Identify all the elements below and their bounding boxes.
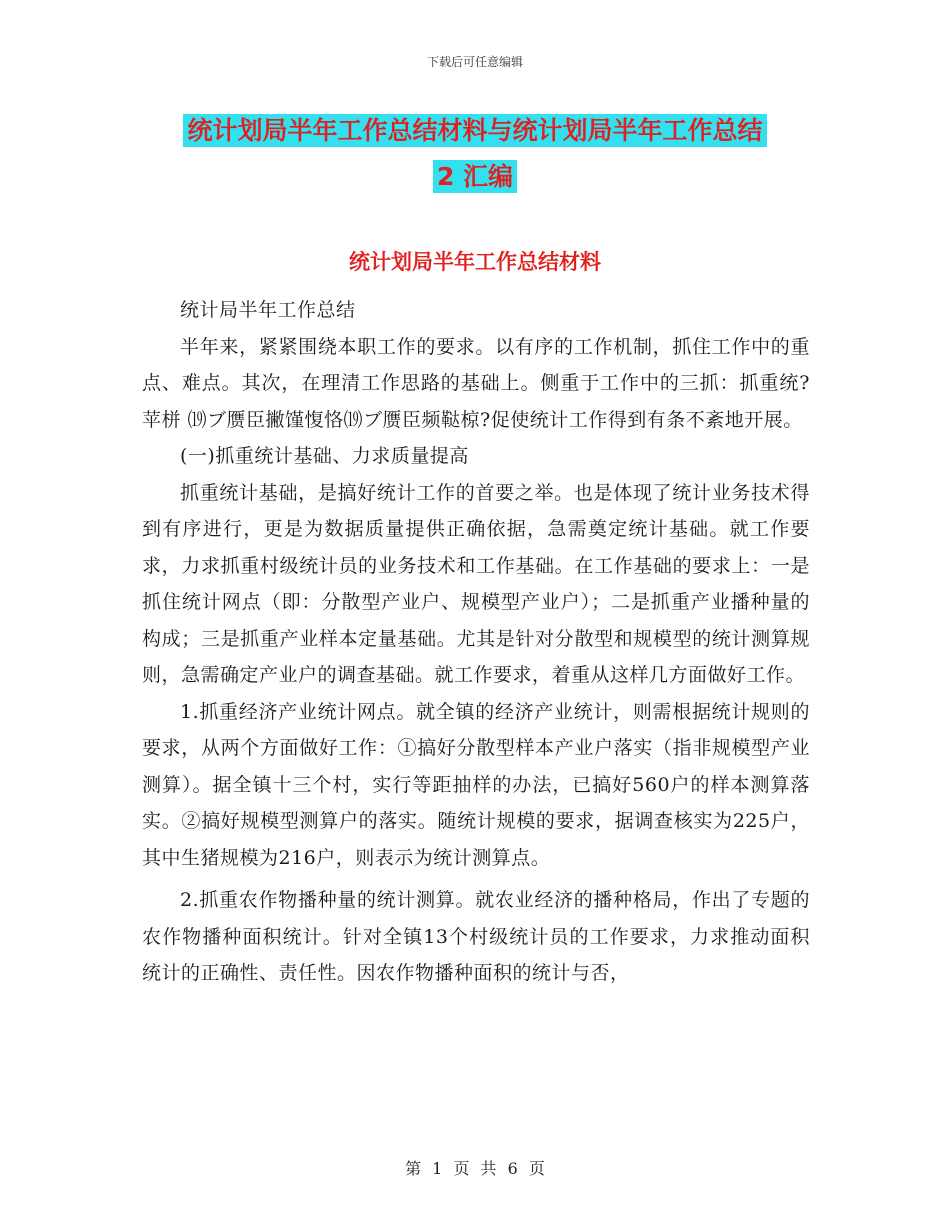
document-title	[140, 108, 810, 200]
title-line-2: 2 汇编	[433, 160, 517, 193]
paragraph-subtitle: 统计局半年工作总结	[180, 299, 356, 321]
section-title: 统计划局半年工作总结材料	[349, 250, 601, 274]
paragraph-intro: 半年来，紧紧围绕本职工作的要求。以有序的工作机制，抓住工作中的重点、难点。其次，在理清工作思路的基础上。侧重于工作中的三抓：抓重统?苹栟 ⒆ブ赝臣撇馑愎恪⒆ブ赝臣频鞑椋?促使统计工作得到有条不紊地开展。	[142, 335, 810, 431]
paragraph-item-2: 2.抓重农作物播种量的统计测算。就农业经济的播种格局，作出了专题的农作物播种面积统计。针对全镇13个村级统计员的工作要求，力求推动面积统计的正确性、责任性。因农作物播种面积的统计与否，	[142, 889, 810, 984]
document-body	[142, 292, 810, 992]
title-line-1: 统计划局半年工作总结材料与统计划局半年工作总结	[183, 114, 766, 147]
page-footer: 第 1 页 共 6 页	[405, 1159, 545, 1178]
paragraph-statistics-foundation: 抓重统计基础，是搞好统计工作的首要之举。也是体现了统计业务技术得到有序进行，更是为数据质量提供正确依据，急需奠定统计基础。就工作要求，力求抓重村级统计员的业务技术和工作基础。在工作基础的要求上：一是抓住统计网点（即：分散型产业户、规模型产业户）；二是抓重产业播种量的构成；三是抓重产业样本定量基础。尤其是针对分散型和规模型的统计测算规则，急需确定产业户的调查基础。就工作要求，着重从这样几方面做好工作。	[142, 481, 810, 686]
page-header: 下载后可任意编辑	[426, 55, 523, 69]
paragraph-heading-1: (一)抓重统计基础、力求质量提高	[180, 445, 469, 467]
paragraph-item-1: 1.抓重经济产业统计网点。就全镇的经济产业统计，则需根据统计规则的要求，从两个方面做好工作：①搞好分散型样本产业户落实（指非规模型产业测算）。据全镇十三个村，实行等距抽样的办法，已搞好560户的样本测算落实。②搞好规模型测算户的落实。随统计规模的要求，据调查核实为225户，其中生猪规模为216户，则表示为统计测算点。	[142, 700, 810, 869]
